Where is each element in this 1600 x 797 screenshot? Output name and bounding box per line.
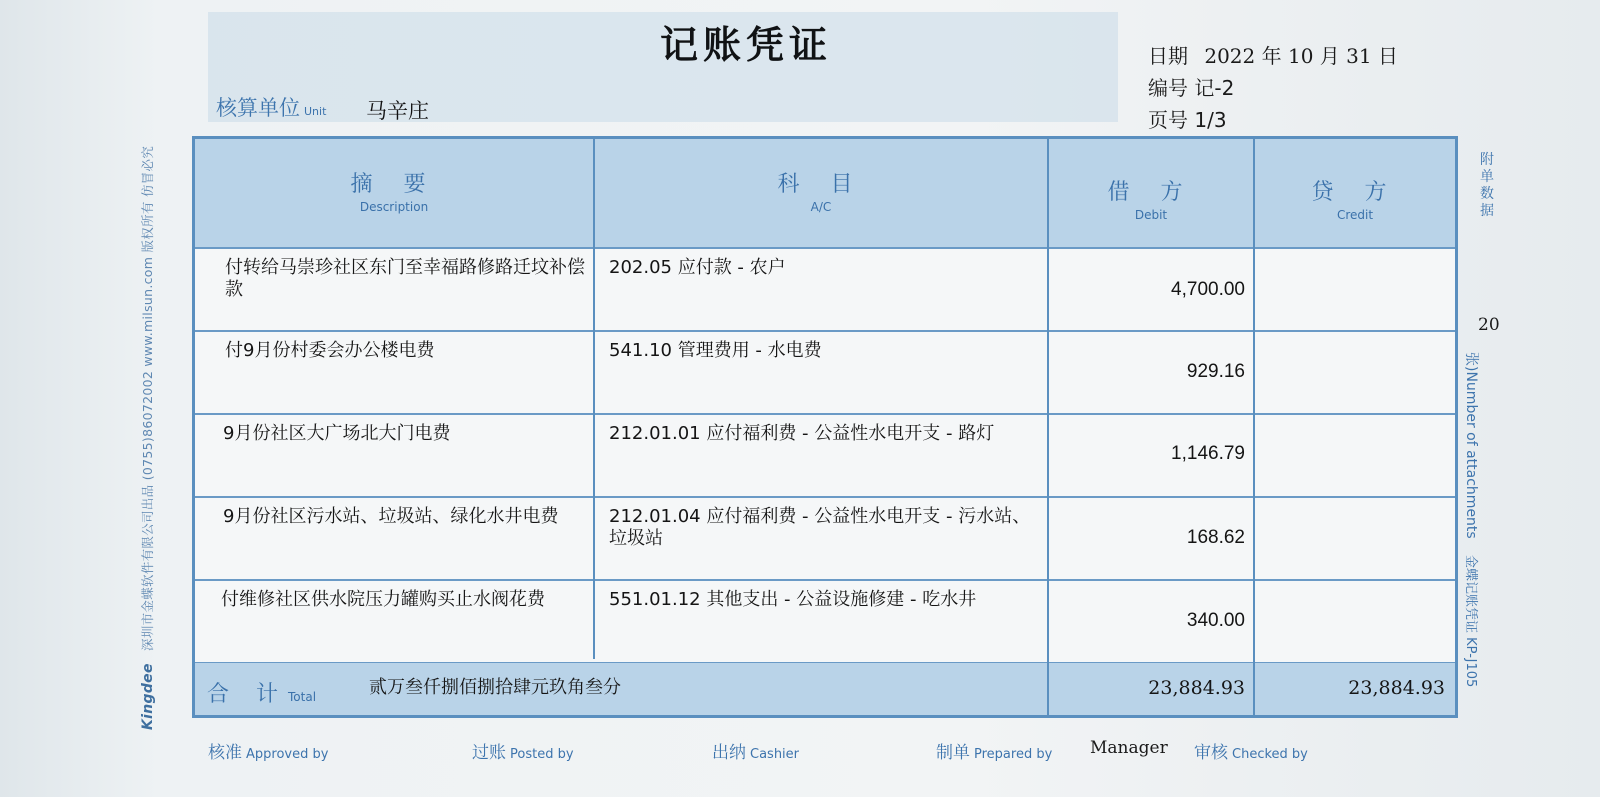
row-2-account: 541.10 管理费用 - 水电费 <box>609 340 822 361</box>
total-credit: 23,884.93 <box>1348 677 1445 699</box>
page-value: 1/3 <box>1194 108 1227 132</box>
unit-value: 马辛庄 <box>366 99 429 123</box>
total-label <box>207 677 316 708</box>
header-description <box>195 167 593 214</box>
attachments-count: 20 <box>1478 315 1500 335</box>
row-4-account: 212.01.04 应付福利费 - 公益性水电开支 - 污水站、垃圾站 <box>609 506 1031 549</box>
left-margin-text <box>138 146 156 730</box>
header-credit <box>1255 175 1455 222</box>
page-label: 页号 <box>1148 108 1188 132</box>
unit-label-en: Unit <box>304 105 327 118</box>
row-3-debit: 1,146.79 <box>1171 443 1245 464</box>
row-2-debit: 929.16 <box>1186 361 1245 382</box>
footer-cashier-cn: 出纳 <box>712 743 746 763</box>
attachments-label-en: 张)Number of attachments <box>1463 352 1479 539</box>
date-line <box>1148 40 1398 69</box>
footer-cashier <box>712 738 799 763</box>
footer-posted-cn: 过账 <box>472 743 506 763</box>
footer-approved-cn: 核准 <box>208 743 242 763</box>
footer-posted <box>472 738 574 763</box>
number-line <box>1148 72 1234 101</box>
page-line <box>1148 104 1227 133</box>
footer-prepared-cn: 制单 <box>936 743 970 763</box>
row-divider <box>195 330 1455 332</box>
row-divider <box>195 413 1455 415</box>
left-margin-publisher: 深圳市金蝶软件有限公司出品 (0755)86072002 www.milsun.com 版权所有 仿冒必究 <box>140 145 155 651</box>
footer-posted-en: Posted by <box>510 747 574 762</box>
row-1-description: 付转给马崇珍社区东门至幸福路修路迁坟补偿款 <box>225 257 585 300</box>
row-4-description: 9月份社区污水站、垃圾站、绿化水井电费 <box>223 506 559 527</box>
row-divider <box>195 247 1455 249</box>
unit-label-cn: 核算单位 <box>216 96 300 120</box>
footer-checked <box>1194 738 1308 763</box>
footer-checked-en: Checked by <box>1232 747 1308 762</box>
total-label-cn: 合 计 <box>207 682 288 707</box>
attachments-label-cn: 附单数据 <box>1480 152 1494 219</box>
date-value: 2022 年 10 月 31 日 <box>1204 44 1398 68</box>
footer-checked-cn: 审核 <box>1194 743 1228 763</box>
form-code: 金蝶记账凭证 KP-J105 <box>1463 555 1478 688</box>
row-3-account: 212.01.01 应付福利费 - 公益性水电开支 - 路灯 <box>609 423 995 444</box>
date-label: 日期 <box>1148 44 1188 68</box>
row-divider <box>195 579 1455 581</box>
row-1-account: 202.05 应付款 - 农户 <box>609 257 786 278</box>
kingdee-logo: Kingdee <box>140 663 156 730</box>
row-divider <box>195 496 1455 498</box>
row-5-debit: 340.00 <box>1186 610 1245 631</box>
number-value: 记-2 <box>1194 76 1235 100</box>
row-3-description: 9月份社区大广场北大门电费 <box>223 423 451 444</box>
row-1-debit: 4,700.00 <box>1171 279 1245 300</box>
footer-cashier-en: Cashier <box>750 747 800 762</box>
header-account-en: A/C <box>810 200 832 214</box>
row-4-debit: 168.62 <box>1186 527 1245 548</box>
voucher-table <box>192 136 1458 718</box>
number-label: 编号 <box>1148 76 1188 100</box>
header-debit <box>1049 175 1253 222</box>
column-divider <box>1253 139 1255 715</box>
header-description-cn: 摘 要 <box>350 172 438 197</box>
header-credit-en: Credit <box>1336 208 1374 222</box>
row-5-account: 551.01.12 其他支出 - 公益设施修建 - 吃水井 <box>609 589 977 610</box>
column-divider <box>593 139 595 659</box>
footer-prepared-value: Manager <box>1090 738 1168 758</box>
total-debit: 23,884.93 <box>1148 677 1245 699</box>
header-debit-cn: 借 方 <box>1107 180 1195 205</box>
footer-prepared <box>936 738 1052 763</box>
header-description-en: Description <box>359 200 429 214</box>
voucher-title: 记账凭证 <box>660 22 833 67</box>
header-debit-en: Debit <box>1134 208 1168 222</box>
header-account <box>595 167 1047 214</box>
row-5-description: 付维修社区供水院压力罐购买止水阀花费 <box>221 589 545 610</box>
header-credit-cn: 贷 方 <box>1311 180 1399 205</box>
total-amount-words: 贰万叁仟捌佰捌拾肆元玖角叁分 <box>369 677 621 698</box>
footer-approved <box>208 738 328 763</box>
row-2-description: 付9月份村委会办公楼电费 <box>225 340 435 361</box>
footer-prepared-en: Prepared by <box>974 747 1053 762</box>
footer-approved-en: Approved by <box>246 747 329 762</box>
header-account-cn: 科 目 <box>777 172 865 197</box>
total-label-en: Total <box>288 690 317 704</box>
column-divider <box>1047 139 1049 715</box>
unit-label <box>216 92 326 122</box>
